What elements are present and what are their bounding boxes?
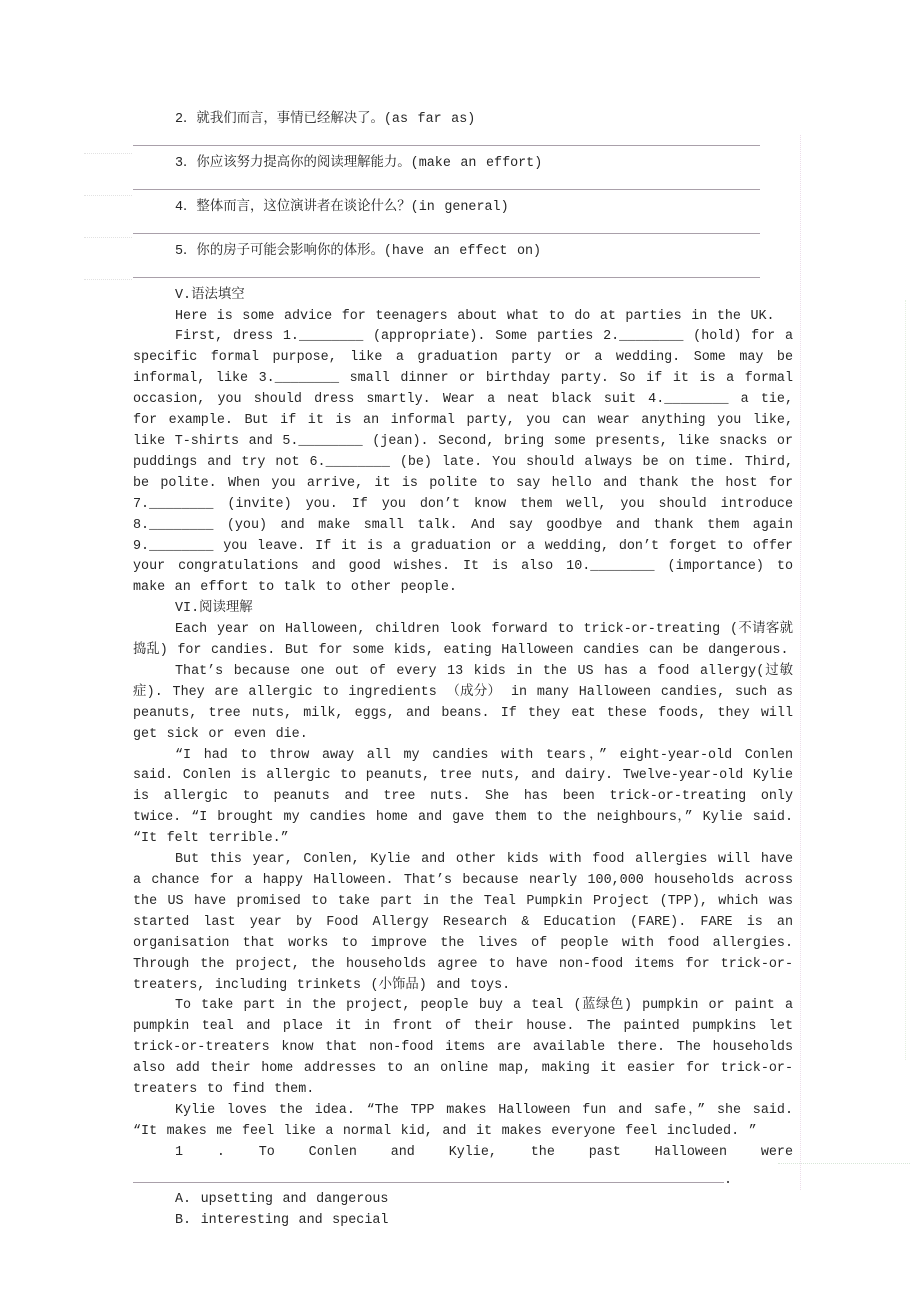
translation-question-3: 3．你应该努力提高你的阅读理解能力。(make an effort) [175,155,543,171]
scan-artifact-dots [84,153,132,154]
scan-artifact-dots [778,1163,910,1164]
reading-section-heading: VI.阅读理解 [175,601,253,617]
worksheet-content [133,110,793,1232]
question-1-blank-line [133,1169,793,1190]
reading-paragraph-1: Each year on Halloween, children look forward to trick-or-treating (不请客就捣乱) for candies. But for some kids, eating Halloween candies can be dangerous. [133,622,793,659]
reading-paragraph-3: “I had to throw away all my candies with tears，” eight-year-old Conlen said. Conlen is allergic to peanuts, tree nuts, and dairy. Twelve-year-old Kylie is allergic to peanuts and tree nuts. She has been trick-or-treating only twice. “I brought my candies home and gave them to the neighbours，” Kylie said. “It felt terrible.” [133,747,793,847]
scan-artifact-dots [84,279,132,280]
reading-paragraph-4: But this year, Conlen, Kylie and other kids with food allergies will have a chance for a happy Halloween. That’s because nearly 100,000 households across the US have promised to take part in the Teal Pumpkin Project (TPP), which was started last year by Food Allergy Research & Education (FARE). FARE is an organisation that works to improve the lives of people with food allergies. Through the project, the households agree to have non-food items for trick-or-treaters, including trinkets (小饰品) and toys. [133,852,793,993]
scan-artifact-margin-line [800,135,801,1190]
scan-artifact-dots [84,237,132,238]
reading-question-1: 1 . To Conlen and Kylie, the past Halloween were [175,1144,793,1160]
option-a: A. upsetting and dangerous [175,1191,389,1207]
scan-artifact-edge-line [905,300,906,1060]
reading-paragraph-5: To take part in the project, people buy a teal (蓝绿色) pumpkin or paint a pumpkin teal and place it in front of their house. The painted pumpkins let trick-or-treaters know that non-food items are available there. The households also add their home addresses to an online map, making it easier for trick-or-treaters to find them. [133,998,793,1098]
translation-question-2: 2．就我们而言，事情已经解决了。(as far as) [175,112,476,127]
answer-line-4 [133,219,760,234]
answer-line-5 [133,263,760,278]
answer-line-2 [133,131,760,146]
grammar-section-heading: V.语法填空 [175,287,245,303]
scan-artifact-dots [84,195,132,196]
translation-question-5: 5．你的房子可能会影响你的体形。(have an effect on) [175,243,542,259]
answer-line-3 [133,175,760,190]
blank-period: . [724,1172,733,1188]
blank-underline [133,1169,724,1183]
grammar-cloze-passage: First, dress 1.________ (appropriate). Some parties 2.________ (hold) for a specific formal purpose, like a graduation party or a wedding. Some may be informal, like 3.________ small dinner or birthday party. So if it is a formal occasion, you should dress smartly. Wear a neat black suit 4.________ a tie, for example. But if it is an informal party, you can wear anything you like, like T-shirts and 5.________ (jean). Second, bring some presents, like snacks or puddings and try not 6.________ (be) late. You should always be on time. Third, be polite. When you arrive, it is polite to say hello and thank the host for 7.________ (invite) you. If you don’t know them well, you should introduce 8.________ (you) and make small talk. And say goodbye and thank them again 9.________ you leave. If it is a graduation or a wedding, don’t forget to offer your congratulations and good wishes. It is also 10.________ (importance) to make an effort to talk to other people. [133,329,793,596]
reading-paragraph-2: That’s because one out of every 13 kids in the US has a food allergy(过敏症). They are allergic to ingredients （成分） in many Halloween candies, such as peanuts, tree nuts, milk, eggs, and beans. If they eat these foods, they will get sick or even die. [133,663,793,742]
translation-question-4: 4．整体而言，这位演讲者在谈论什么？(in general) [175,199,509,215]
option-b: B. interesting and special [175,1212,389,1228]
grammar-intro: Here is some advice for teenagers about what to do at parties in the UK. [175,308,775,324]
reading-paragraph-6: Kylie loves the idea. “The TPP makes Halloween fun and safe，” she said. “It makes me feel like a normal kid, and it makes everyone feel included. ” [133,1102,793,1139]
